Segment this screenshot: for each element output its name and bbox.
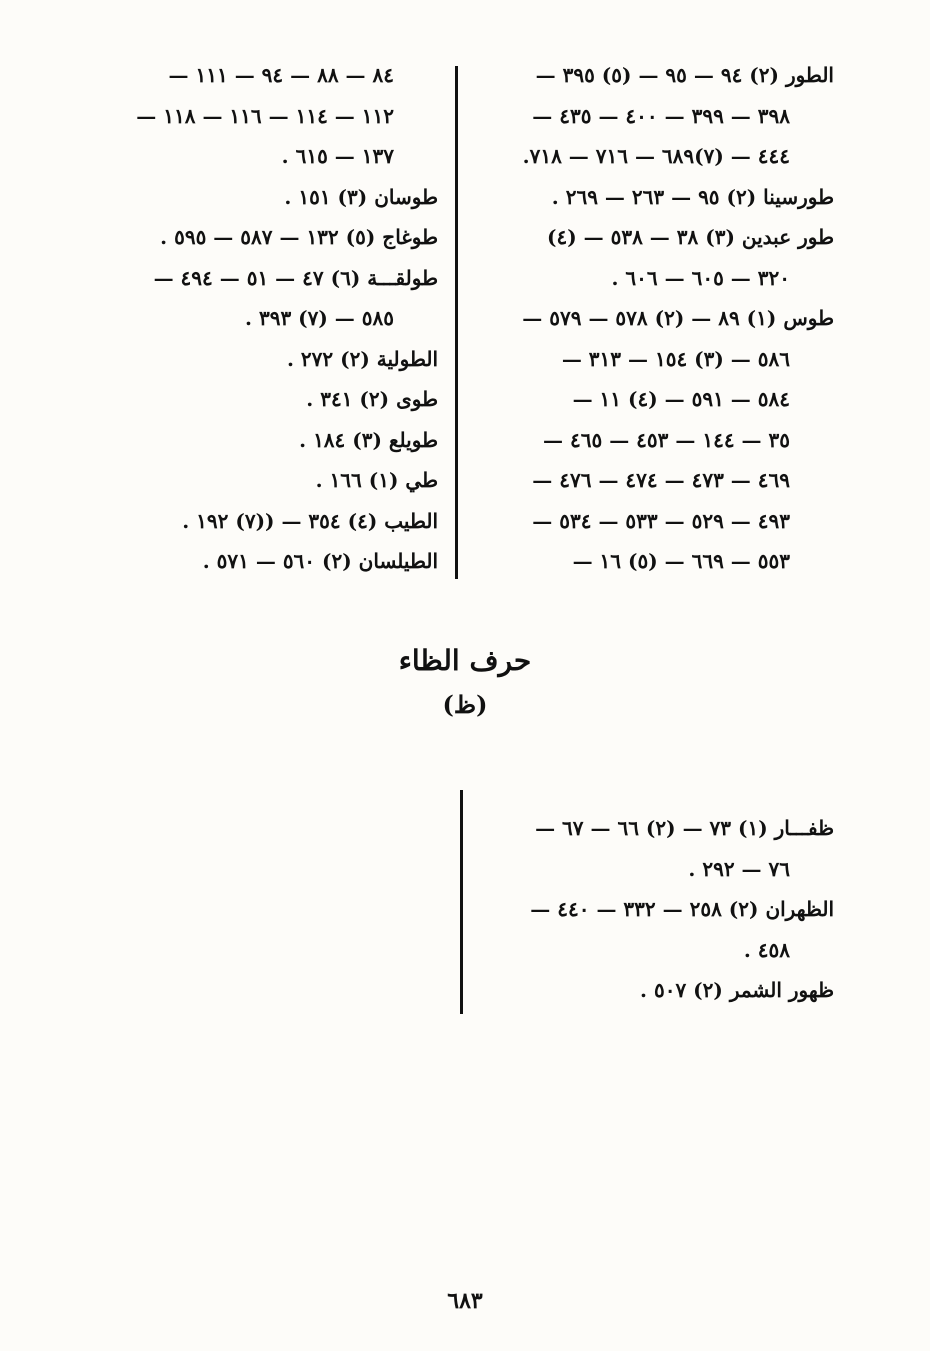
index-line: ظهور الشمر (٢) ٥٠٧ . (640, 978, 834, 1002)
index-line: طويلع (٣) ١٨٤ . (299, 427, 438, 452)
index-line: طورسينا (٢) ٩٥ — ٢٦٣ — ٢٦٩ . (551, 184, 834, 209)
index-line: ٤٩٣ — ٥٢٩ — ٥٣٣ — ٥٣٤ — (532, 508, 790, 533)
index-line: الطور (٢) ٩٤ — ٩٥ — (٥) ٣٩٥ — (535, 63, 834, 87)
index-line: ٥٥٣ — ٦٦٩ — (٥) ١٦ — (572, 549, 790, 573)
index-column-right (484, 55, 834, 582)
index-line: الطيب (٤) ٣٥٤ — ((٧) ١٩٢ . (182, 508, 438, 533)
index-line: ٥٨٤ — ٥٩١ — (٤) ١١ — (572, 387, 790, 411)
index-line: الطولية (٢) ٢٧٢ . (286, 346, 438, 371)
index-line: الطيلسان (٢) ٥٦٠ — ٥٧١ . (202, 549, 438, 573)
index-line: طوى (٢) ٣٤١ . (306, 387, 438, 411)
index-line: ٤٥٨ . (743, 937, 790, 962)
index-line: ٤٤٤ — (٧)٦٨٩ — ٧١٦ — ٧١٨. (522, 144, 790, 168)
index-line: ٨٤ — ٨٨ — ٩٤ — ١١١ — (168, 63, 394, 87)
index-line: ١١٢ — ١١٤ — ١١٦ — ١١٨ — (136, 103, 394, 128)
index-line: الظهران (٢) ٢٥٨ — ٣٣٢ — ٤٤٠ — (530, 897, 834, 921)
index-line: ٣٩٨ — ٣٩٩ — ٤٠٠ — ٤٣٥ — (532, 103, 790, 128)
index-line: ظفـــار (١) ٧٣ — (٢) ٦٦ — ٦٧ — (535, 816, 834, 840)
index-line: طوسان (٣) ١٥١ . (284, 184, 438, 209)
index-column-left (78, 55, 438, 582)
index-line: طولقـــة (٦) ٤٧ — ٥١ — ٤٩٤ — (153, 265, 438, 290)
index-line: طوغاج (٥) ١٣٢ — ٥٨٧ — ٥٩٥ . (160, 225, 438, 249)
index-line: ٧٦ — ٢٩٢ . (688, 856, 790, 881)
index-line: ٣٢٠ — ٦٠٥ — ٦٠٦ . (611, 265, 790, 290)
index-line: طي (١) ١٦٦ . (315, 468, 438, 492)
index-line: طور عبدين (٣) ٣٨ — ٥٣٨ — (٤) (546, 225, 834, 249)
index-line: ٥٨٥ — (٧) ٣٩٣ . (245, 306, 394, 330)
index-line: ١٣٧ — ٦١٥ . (281, 144, 394, 168)
section-letter: (ظ) (442, 690, 488, 719)
index-line: ٥٨٦ — (٣) ١٥٤ — ٣١٣ — (561, 346, 790, 371)
column-divider (455, 66, 458, 579)
index-line: ٤٦٩ — ٤٧٣ — ٤٧٤ — ٤٧٦ — (532, 468, 790, 492)
index-column-zah (474, 808, 834, 1011)
index-line: ٣٥ — ١٤٤ — ٤٥٣ — ٤٦٥ — (543, 427, 790, 452)
page-number: ٦٨٣ (447, 1288, 483, 1314)
section-title: حرف الظاء (398, 644, 532, 677)
index-line: طوس (١) ٨٩ — (٢) ٥٧٨ — ٥٧٩ — (522, 306, 834, 330)
column-divider-zah (460, 790, 463, 1014)
